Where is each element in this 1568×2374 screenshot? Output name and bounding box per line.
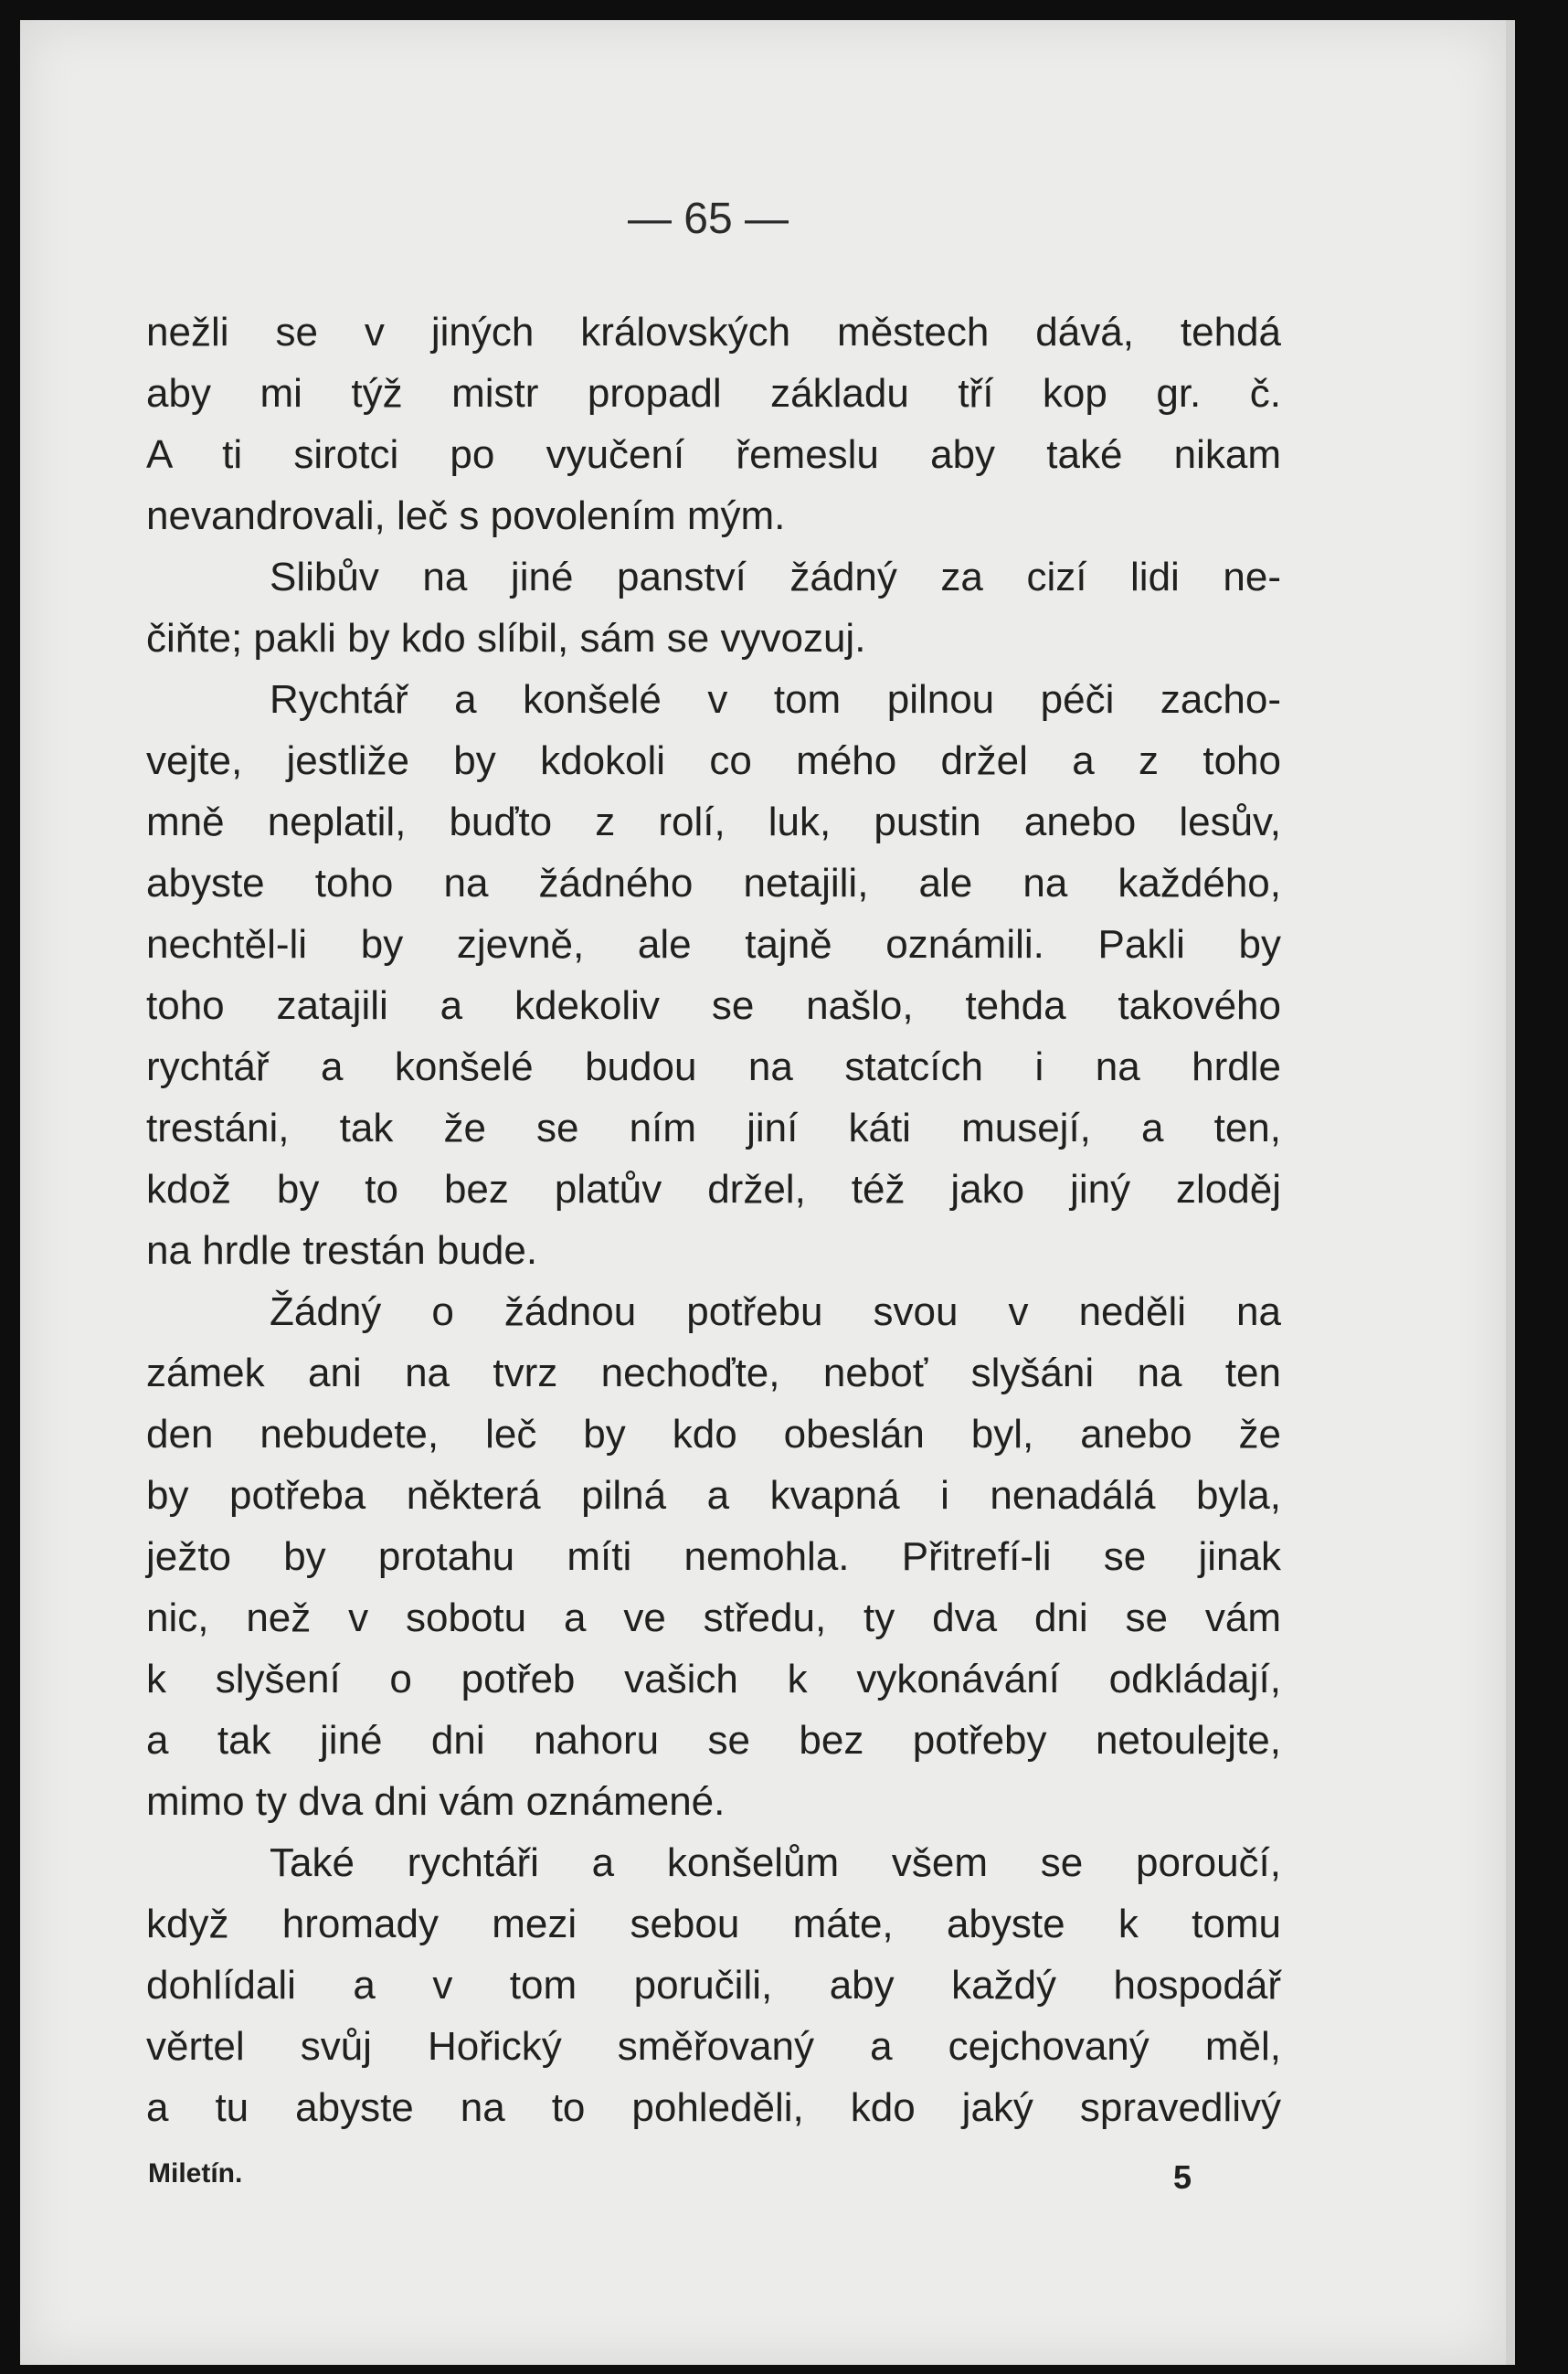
text-line: k slyšení o potřeb vašich k vykonávání odkládají, xyxy=(146,1657,1281,1701)
signature-mark: Miletín. xyxy=(148,2158,243,2189)
body-text xyxy=(146,302,1281,2138)
text-line: aby mi týž mistr propadl základu tří kop gr. č. xyxy=(146,371,1281,416)
text-line: ježto by protahu míti nemohla. Přitrefí-li se jinak xyxy=(146,1534,1281,1579)
text-line: nic, než v sobotu a ve středu, ty dva dni se vám xyxy=(146,1595,1281,1640)
text-line: a tu abyste na to pohleděli, kdo jaký spravedlivý xyxy=(146,2085,1281,2130)
text-line: a tak jiné dni nahoru se bez potřeby netoulejte, xyxy=(146,1718,1281,1763)
text-line: dohlídali a v tom poručili, aby každý hospodář xyxy=(146,1963,1281,2008)
text-line: věrtel svůj Hořický směřovaný a cejchovaný měl, xyxy=(146,2024,1281,2069)
text-line: čiňte; pakli by kdo slíbil, sám se vyvozuj. xyxy=(146,616,866,661)
text-line: zámek ani na tvrz nechoďte, neboť slyšáni na ten xyxy=(146,1351,1281,1395)
text-line: mně neplatil, buďto z rolí, luk, pustin anebo lesův, xyxy=(146,800,1281,844)
text-line: Slibův na jiné panství žádný za cizí lidi ne- xyxy=(270,555,1281,599)
text-line: rychtář a konšelé budou na statcích i na hrdle xyxy=(146,1044,1281,1089)
text-line: toho zatajili a kdekoliv se našlo, tehda takového xyxy=(146,983,1281,1028)
text-line: Rychtář a konšelé v tom pilnou péči zacho- xyxy=(270,677,1281,722)
text-line: nevandrovali, leč s povolením mým. xyxy=(146,493,786,538)
text-line: Žádný o žádnou potřebu svou v neděli na xyxy=(270,1289,1281,1334)
text-line: na hrdle trestán bude. xyxy=(146,1228,538,1273)
text-line: Také rychtáři a konšelům všem se poroučí, xyxy=(270,1840,1281,1885)
sheet-number: 5 xyxy=(1172,2158,1192,2196)
text-line: kdož by to bez platův držel, též jako jiný zloděj xyxy=(146,1167,1281,1212)
text-line: když hromady mezi sebou máte, abyste k tomu xyxy=(146,1902,1281,1946)
text-line: den nebudete, leč by kdo obeslán byl, anebo že xyxy=(146,1412,1281,1457)
text-line: nechtěl-li by zjevně, ale tajně oznámili. Pakli by xyxy=(146,922,1281,967)
text-line: nežli se v jiných královských městech dává, tehdá xyxy=(146,310,1281,355)
book-page xyxy=(20,20,1506,2365)
text-line: trestáni, tak že se ním jiní káti musejí, a ten, xyxy=(146,1106,1281,1150)
page-number: — 65 — xyxy=(627,195,789,243)
page-edge xyxy=(1506,20,1515,2365)
text-line: A ti sirotci po vyučení řemeslu aby také nikam xyxy=(146,432,1281,477)
text-line: by potřeba některá pilná a kvapná i nenadálá byla, xyxy=(146,1473,1281,1518)
text-line: mimo ty dva dni vám oznámené. xyxy=(146,1779,726,1824)
text-line: abyste toho na žádného netajili, ale na každého, xyxy=(146,861,1281,906)
text-line: vejte, jestliže by kdokoli co mého držel a z toho xyxy=(146,738,1281,783)
